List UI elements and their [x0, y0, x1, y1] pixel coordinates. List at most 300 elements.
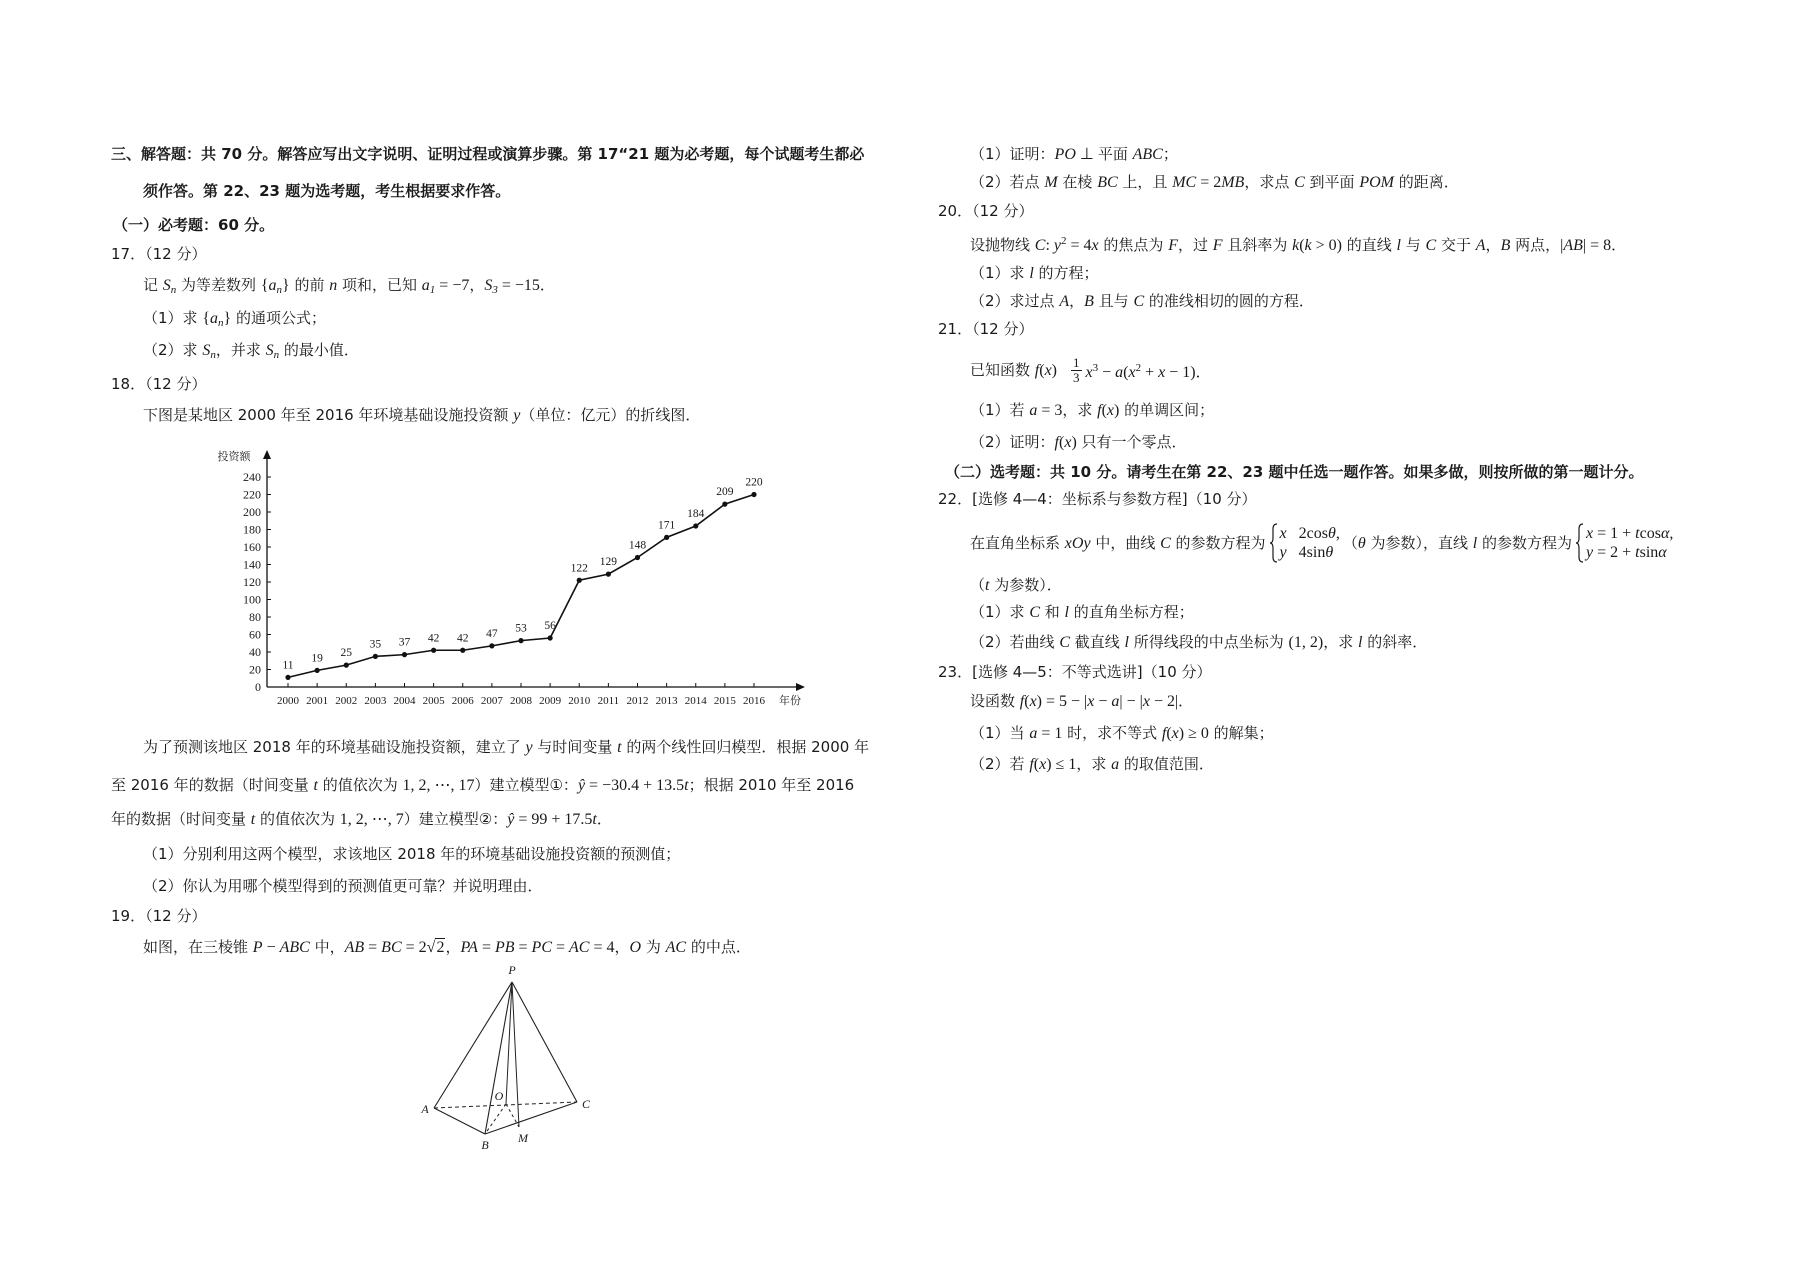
- text-run: 平面: [1097, 145, 1133, 163]
- vertex-label-p: P: [508, 963, 516, 977]
- data-label: 37: [398, 636, 411, 649]
- text-run: 的值依次为: [255, 810, 340, 828]
- math-term: = −7: [435, 277, 470, 294]
- system1-row-x: [1280, 524, 1340, 543]
- q21-stem: [970, 352, 1211, 388]
- text-run: 在直角坐标系: [970, 533, 1065, 552]
- q21-stem-prefix: [970, 360, 1057, 381]
- text-run: 的两个线性回归模型．根据 2000 年: [621, 738, 870, 756]
- math-term: t: [1635, 544, 1640, 561]
- math-term: A: [1475, 237, 1486, 254]
- math-term: = 1 +: [1593, 525, 1636, 542]
- data-label: 25: [340, 647, 352, 660]
- math-term: f: [1054, 434, 1059, 451]
- data-label: 19: [311, 652, 323, 665]
- math-term: l: [1124, 634, 1129, 651]
- y-tick-label: 240: [243, 470, 261, 484]
- math-term: = 99 + 17.5: [514, 811, 593, 828]
- y-tick-label: 160: [243, 540, 261, 554]
- text-run: ，: [445, 938, 461, 956]
- data-point: [315, 668, 320, 673]
- text-run: 且与: [1093, 292, 1134, 310]
- data-label: 209: [716, 486, 734, 499]
- math-term: f: [1097, 402, 1102, 419]
- math-term: ) ≤ 1: [1046, 756, 1077, 773]
- math-term: x: [1142, 693, 1150, 710]
- left-brace-icon: [1575, 523, 1584, 563]
- text-run: 和: [1039, 603, 1065, 621]
- data-point: [751, 492, 756, 497]
- fraction-numerator: 1: [1073, 354, 1080, 370]
- text-run: ，求: [1062, 401, 1098, 419]
- math-term: t: [250, 811, 256, 828]
- text-run: 的直线: [1342, 236, 1397, 254]
- text-run: 的取值范围．: [1119, 755, 1214, 773]
- text-run: 的距离．: [1393, 173, 1459, 191]
- math-term: POM: [1359, 174, 1394, 191]
- math-term: 2: [1061, 235, 1067, 247]
- math-term: f: [1029, 756, 1034, 773]
- text-run: ，: [1069, 292, 1085, 310]
- math-term: C: [1294, 174, 1305, 191]
- text-run: ．: [1178, 692, 1194, 710]
- data-point: [548, 635, 553, 640]
- line-l-parametric-system: [1575, 523, 1673, 563]
- section-elective-header: （二）选考题：共 10 分。请考生在第 22、23 题中任选一题作答。如果多做，则按所做的第一题计分。: [945, 463, 1644, 481]
- math-term: sin: [1639, 544, 1659, 561]
- math-term: (: [1039, 361, 1045, 379]
- text-run: 已知函数: [970, 360, 1035, 379]
- data-label: 35: [369, 638, 382, 651]
- text-run: ．: [1611, 236, 1627, 254]
- math-term: x: [1064, 434, 1072, 451]
- text-run: ；: [1162, 145, 1178, 163]
- q18-paragraph-line-1: [143, 737, 869, 758]
- math-term: ): [1051, 361, 1057, 379]
- math-term: }: [223, 310, 232, 327]
- math-term: (: [1033, 756, 1040, 773]
- math-term: = 2 +: [1593, 544, 1636, 561]
- math-term: x: [1039, 756, 1047, 773]
- y-tick-label: 0: [255, 680, 261, 694]
- text-run: （: [1342, 533, 1358, 552]
- text-run: ；根据 2010 年至 2016: [688, 776, 855, 794]
- math-term: x: [1029, 693, 1037, 710]
- math-term: AB: [344, 939, 365, 956]
- math-term: a: [1111, 693, 1120, 710]
- math-term: a: [1115, 363, 1124, 381]
- math-term: ,: [1669, 525, 1674, 542]
- math-term: f: [1019, 693, 1025, 710]
- math-term: PO: [1054, 146, 1076, 163]
- q18-title: 18．（12 分）: [111, 375, 207, 393]
- q18-paragraph-line-3: [111, 809, 612, 830]
- text-run: 的通项公式；: [231, 309, 326, 327]
- math-term: }: [282, 277, 290, 294]
- q21-title: 21．（12 分）: [938, 320, 1034, 338]
- text-run: 在棱: [1057, 173, 1098, 191]
- q21-stem-suffix: [1086, 358, 1211, 383]
- x-tick-label: 2004: [393, 695, 416, 707]
- x-tick-label: 2005: [422, 695, 445, 707]
- math-term: −: [262, 939, 280, 956]
- text-run: ，: [1485, 236, 1501, 254]
- point-label-m: M: [518, 1131, 528, 1145]
- q18-part-1: [143, 844, 680, 864]
- math-term: 1, 2, ⋯, 17: [402, 777, 475, 794]
- text-run: 的参数方程为: [1170, 533, 1266, 552]
- math-term: f: [1161, 725, 1167, 742]
- text-run: ．: [1195, 362, 1211, 381]
- math-term: l: [1064, 604, 1069, 621]
- system-rows: [1586, 524, 1673, 562]
- math-term: C: [1059, 634, 1070, 651]
- edge-ab: [434, 1108, 485, 1134]
- x-axis-arrow: [796, 683, 805, 691]
- data-point: [693, 523, 698, 528]
- q20-part-1: [970, 263, 1099, 284]
- text-run: 中，: [309, 938, 345, 956]
- math-term: > 0): [1311, 237, 1342, 254]
- text-run: 为: [641, 938, 666, 956]
- data-point: [489, 643, 494, 648]
- text-run: ）建立模型①：: [474, 776, 578, 794]
- q22-title: 22．[选修 4—4：坐标系与参数方程]（10 分）: [938, 490, 1257, 508]
- y-tick-label: 20: [249, 662, 261, 677]
- text-run: （: [970, 576, 986, 594]
- text-run: 的前: [289, 276, 330, 294]
- text-run: 的斜率．: [1362, 633, 1428, 651]
- math-term: ): [1114, 402, 1120, 419]
- text-run: 的最小值．: [279, 341, 359, 359]
- math-term: y: [1053, 237, 1062, 254]
- data-label: 220: [745, 476, 763, 489]
- data-point: [402, 652, 407, 657]
- data-point: [460, 648, 465, 653]
- data-label: 129: [599, 556, 617, 569]
- q19-stem: [143, 937, 751, 958]
- q20-stem: [970, 231, 1626, 256]
- math-term: |: [1560, 237, 1564, 254]
- math-term: M: [1044, 174, 1058, 191]
- text-run: ，求点: [1244, 173, 1295, 191]
- segment-om-hidden: [506, 1104, 519, 1127]
- q21-part-1: [970, 400, 1214, 421]
- x-axis-title: 年份: [779, 694, 801, 707]
- text-run: （2）若: [970, 755, 1030, 773]
- x-tick-label: 2003: [364, 695, 387, 707]
- q18-part-2: [143, 876, 543, 896]
- math-term: 1: [429, 284, 436, 296]
- left-brace-icon: [1269, 523, 1278, 563]
- math-term: x: [1091, 237, 1099, 254]
- data-point: [431, 648, 436, 653]
- text-run: 设抛物线: [970, 236, 1035, 254]
- text-run: ，并求: [215, 341, 266, 359]
- math-term: C: [1133, 293, 1145, 310]
- q17-title: 17．（12 分）: [111, 245, 207, 263]
- math-term: C: [1029, 604, 1040, 621]
- math-term: ABC: [279, 939, 310, 956]
- math-term: n: [329, 277, 338, 294]
- text-run: （1）求: [970, 603, 1030, 621]
- text-run: （1）证明：: [970, 145, 1055, 163]
- edge-bc: [485, 1102, 577, 1134]
- math-term: y: [525, 739, 533, 756]
- math-term: a: [1029, 402, 1038, 419]
- q19-title: 19．（12 分）: [111, 907, 207, 925]
- data-point: [722, 502, 727, 507]
- x-tick-label: 2011: [597, 695, 620, 707]
- math-term: = 4: [1066, 237, 1092, 254]
- math-term: x: [1106, 402, 1115, 419]
- y-tick-label: 200: [243, 505, 261, 519]
- text-run: 的单调区间；: [1119, 401, 1215, 419]
- math-term: S: [202, 342, 211, 359]
- x-tick-label: 2009: [539, 695, 562, 707]
- math-term: = −30.4 + 13.5: [585, 777, 685, 794]
- math-term: (: [1101, 402, 1107, 419]
- text-run: 为了预测该地区 2018 年的环境基础设施投资额，建立了: [143, 738, 526, 756]
- data-label: 56: [544, 620, 556, 632]
- math-term: :: [1045, 237, 1054, 254]
- text-run: 的解集；: [1208, 724, 1274, 742]
- y-tick-label: 220: [243, 487, 261, 502]
- math-term: MC: [1172, 174, 1197, 191]
- math-term: C: [1034, 237, 1046, 254]
- math-term: | = 8: [1582, 237, 1612, 254]
- math-term: 2: [436, 939, 445, 956]
- math-term: =: [514, 939, 532, 956]
- text-run: 的参数方程为: [1477, 533, 1572, 552]
- math-term: n: [276, 284, 283, 296]
- text-run: 交于: [1436, 236, 1476, 254]
- math-term: MB: [1221, 174, 1245, 191]
- math-term: t: [617, 739, 622, 756]
- pyramid-figure: [415, 960, 615, 1160]
- math-term: l: [1357, 634, 1363, 651]
- math-term: | − |: [1119, 693, 1143, 710]
- math-term: f: [1034, 361, 1040, 379]
- math-term: ) = 5 − |: [1036, 693, 1088, 710]
- math-term: a: [421, 277, 430, 294]
- math-term: x: [1087, 693, 1095, 710]
- math-term: t: [592, 811, 597, 828]
- q20-title: 20．（12 分）: [938, 202, 1034, 220]
- text-run: （2）证明：: [970, 433, 1055, 451]
- math-term: α: [1658, 544, 1667, 561]
- math-term: l: [1396, 237, 1401, 254]
- x-tick-label: 2012: [626, 695, 649, 707]
- math-term: ,: [1335, 525, 1340, 542]
- text-run: 与时间变量: [532, 738, 618, 756]
- math-term: θ: [1325, 544, 1334, 561]
- math-term: t: [985, 577, 990, 594]
- text-run: ，过: [1177, 236, 1213, 254]
- q18-stem: [143, 405, 700, 426]
- math-term: AC: [569, 939, 590, 956]
- q22-stem: [970, 523, 1676, 563]
- math-term: − 2|: [1149, 693, 1179, 710]
- text-run: 设函数: [970, 692, 1020, 710]
- math-term: S: [484, 277, 493, 294]
- y-tick-label: 180: [243, 522, 261, 537]
- data-point: [344, 663, 349, 668]
- math-term: θ: [1327, 525, 1336, 542]
- math-term: k: [1292, 237, 1300, 254]
- data-label: 42: [457, 632, 469, 645]
- math-term: (: [1166, 725, 1172, 742]
- x-tick-label: 2010: [568, 695, 591, 707]
- x-tick-label: 2001: [306, 695, 329, 707]
- text-run: 为参数）．: [989, 576, 1062, 594]
- math-term: (: [1059, 434, 1065, 451]
- data-point: [373, 654, 378, 659]
- vertex-label-a: A: [421, 1102, 429, 1116]
- math-term: y: [513, 407, 521, 424]
- q23-stem: [970, 691, 1193, 712]
- series-line: [288, 495, 754, 678]
- math-term: t: [684, 777, 689, 794]
- q22-part-1: [970, 602, 1194, 623]
- text-run: 如图，在三棱锥: [143, 938, 253, 956]
- math-term: cos: [1639, 525, 1661, 542]
- edge-pc: [512, 982, 577, 1102]
- text-run: 记: [143, 276, 163, 294]
- math-term: (: [1123, 363, 1129, 381]
- x-tick-label: 2013: [655, 695, 678, 707]
- q20-part-2: [970, 291, 1314, 312]
- math-term: −: [1098, 363, 1116, 381]
- text-run: 为等差数列: [176, 276, 261, 294]
- text-run: 项和，已知: [337, 276, 422, 294]
- q18-paragraph-line-2: [111, 775, 854, 796]
- segment-pm: [512, 982, 519, 1127]
- text-run: ．: [596, 810, 612, 828]
- q17-part-2: [143, 340, 359, 365]
- data-point: [635, 555, 640, 560]
- data-label: 148: [628, 539, 647, 552]
- text-run: （1）当: [970, 724, 1030, 742]
- math-term: t: [1635, 525, 1640, 542]
- math-term: AB: [1563, 237, 1583, 254]
- math-term: C: [1160, 534, 1171, 552]
- math-term: BC: [381, 939, 402, 956]
- data-label: 171: [658, 519, 676, 532]
- math-term: ŷ: [577, 777, 586, 794]
- math-term: x: [1085, 363, 1093, 381]
- math-term: P: [252, 939, 263, 956]
- q22-stem-part-a: [970, 533, 1266, 554]
- y-tick-label: 60: [249, 627, 261, 642]
- text-run: 的准线相切的圆的方程．: [1144, 292, 1314, 310]
- math-term: 1, 2, ⋯, 7: [339, 811, 404, 828]
- text-run: 的直角坐标方程；: [1068, 603, 1194, 621]
- text-run: （单位：亿元）的折线图．: [520, 406, 701, 424]
- section-header-line-2: 须作答。第 22、23 题为选考题，考生根据要求作答。: [143, 182, 511, 200]
- system-rows: [1280, 524, 1340, 562]
- x-tick-label: 2007: [480, 695, 503, 707]
- text-run: 两点，: [1510, 236, 1561, 254]
- math-term: = 4: [589, 939, 615, 956]
- system2-row-x: [1586, 524, 1673, 543]
- x-tick-label: 2002: [335, 695, 358, 707]
- text-run: 的值依次为: [317, 776, 403, 794]
- math-term: θ: [1357, 534, 1366, 552]
- math-term: O: [629, 939, 642, 956]
- q23-part-1: [970, 723, 1274, 744]
- point-label-o: O: [494, 1089, 504, 1103]
- math-term: =: [477, 939, 495, 956]
- q19-part-2: [970, 172, 1459, 193]
- math-term: ) ≥ 0: [1178, 725, 1209, 742]
- math-term: x: [1171, 725, 1179, 742]
- data-point: [577, 578, 582, 583]
- text-run: 时，求不等式: [1062, 724, 1162, 742]
- math-term: x: [1128, 363, 1136, 381]
- math-term: =: [364, 939, 382, 956]
- math-term: ⊥: [1075, 146, 1098, 163]
- text-run: 上，且: [1117, 173, 1173, 191]
- math-term: α: [1660, 525, 1670, 542]
- math-term: n: [218, 317, 224, 329]
- math-term: (: [1024, 693, 1030, 710]
- curve-c-parametric-system: [1269, 523, 1340, 563]
- text-run: （2）若曲线: [970, 633, 1060, 651]
- text-run: （2）你认为用哪个模型得到的预测值更可靠？并说明理由．: [143, 877, 543, 895]
- q23-part-2: [970, 754, 1214, 775]
- math-term: S: [265, 342, 274, 359]
- text-run: 为参数），直线: [1365, 533, 1473, 552]
- text-run: ，: [614, 938, 630, 956]
- x-tick-label: 2006: [451, 695, 474, 707]
- math-term: 2cos: [1286, 525, 1328, 542]
- math-term: − 1): [1165, 363, 1196, 381]
- fraction-denominator: 3: [1073, 369, 1080, 385]
- text-run: （2）若点: [970, 173, 1045, 191]
- math-term: AC: [665, 939, 687, 956]
- y-tick-label: 100: [243, 592, 261, 607]
- text-run: 至 2016 年的数据（时间变量: [111, 776, 314, 794]
- y-axis-arrow: [263, 450, 271, 459]
- math-term: F: [1212, 237, 1223, 254]
- math-term: n: [273, 349, 280, 361]
- math-term: BC: [1097, 174, 1118, 191]
- q22-stem-part-b: [1343, 533, 1572, 554]
- y-tick-label: 120: [243, 575, 261, 589]
- math-term: −: [1094, 693, 1112, 710]
- math-term: ŷ: [507, 811, 515, 828]
- math-term: B: [1084, 293, 1094, 310]
- x-tick-label: 2000: [277, 695, 299, 707]
- x-tick-label: 2015: [713, 695, 736, 707]
- text-run: ．: [539, 276, 555, 294]
- data-label: 184: [687, 508, 705, 520]
- math-term: n: [170, 284, 177, 296]
- math-term: =: [552, 939, 570, 956]
- system1-row-y: [1280, 543, 1340, 562]
- math-term: (: [1299, 237, 1305, 254]
- section-required-header: （一）必考题：60 分。: [113, 216, 275, 234]
- math-term: t: [313, 777, 318, 794]
- fraction-one-third: [1071, 356, 1082, 385]
- text-run: 只有一个零点．: [1076, 433, 1187, 451]
- text-run: ）建立模型②：: [403, 810, 508, 828]
- text-run: 年的数据（时间变量: [111, 810, 251, 828]
- y-axis-title: 投资额: [217, 450, 251, 463]
- x-tick-label: 2014: [684, 695, 707, 707]
- text-run: （2）求过点: [970, 292, 1060, 310]
